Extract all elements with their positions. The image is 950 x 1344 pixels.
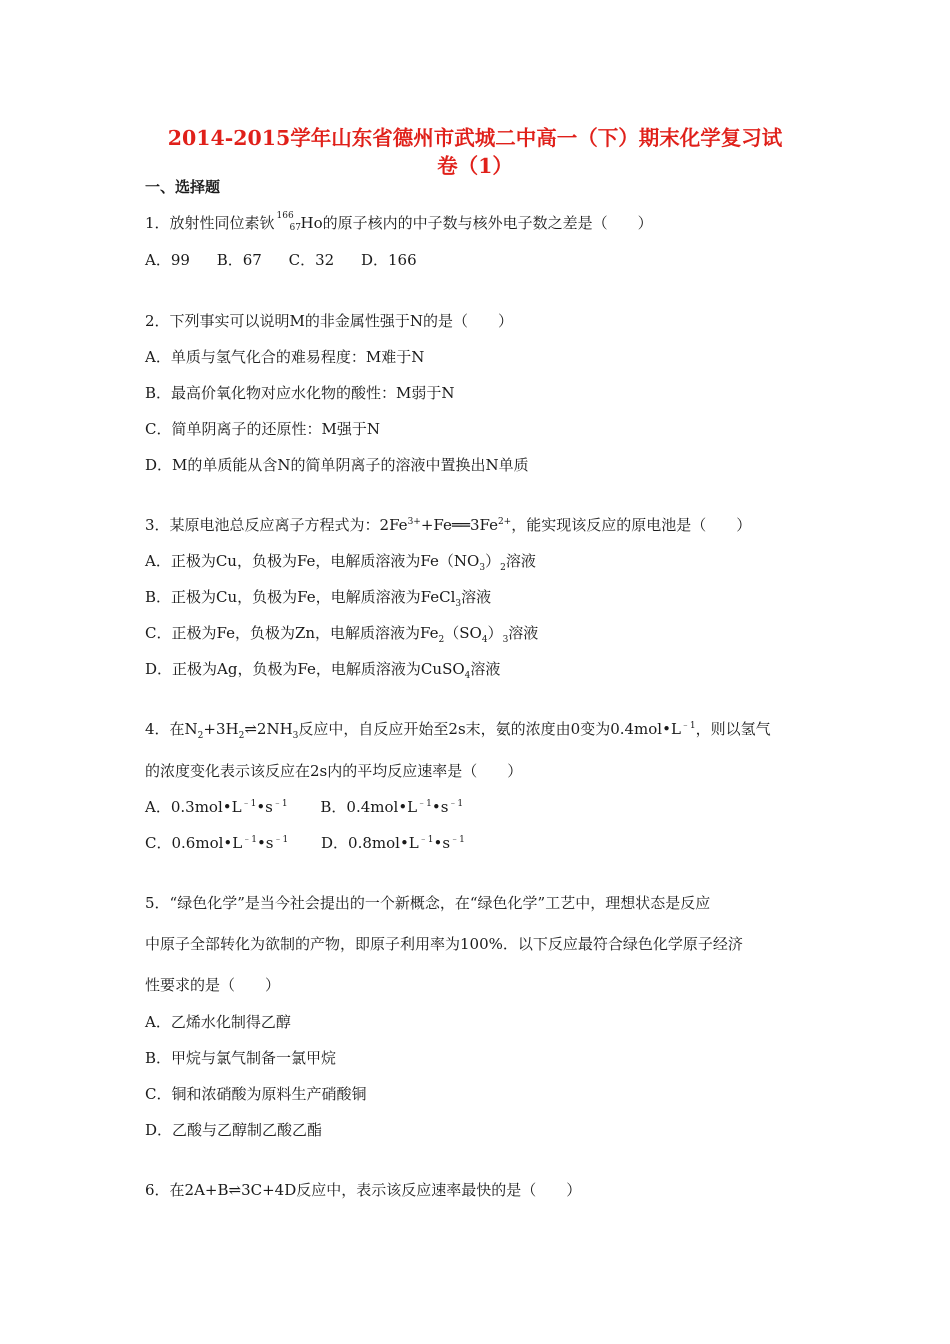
exam-title [100, 124, 850, 180]
option-c[interactable]: C．简单阴离子的还原性：M强于N [145, 420, 380, 438]
option-a[interactable]: A．乙烯水化制得乙醇 [145, 1013, 291, 1031]
question-2-stem: 2．下列事实可以说明M的非金属性强于N的是（ ） [145, 312, 514, 330]
isotope-notation: 166 67 [276, 211, 301, 233]
option-d[interactable]: D．$0.8mol•L^{﹣1}•s^{﹣1}$ [321, 834, 465, 852]
option-c[interactable]: C．32 [288, 251, 335, 269]
option-b[interactable]: B．67 [216, 251, 262, 269]
option-a[interactable]: A．正极为Cu，负极为Fe，电解质溶液为$Fe(NO_3)_2$溶液 [145, 552, 536, 573]
option-b[interactable]: B．最高价氧化物对应水化物的酸性：M弱于N [145, 384, 455, 402]
question-4-stem: 4．在$N_2+3H_2\rightleftharpoons 2NH_3$反应中，自反应开始至2s末，氨的浓度由0变为$0.4mol•L^{﹣1}$，则以氢气 [145, 720, 771, 741]
option-d[interactable]: D．正极为Ag，负极为Fe，电解质溶液为CuSO$_4$溶液 [145, 660, 501, 681]
option-c[interactable]: C．$0.6mol•L^{﹣1}•s^{﹣1}$ [145, 834, 289, 852]
option-a[interactable]: A．单质与氢气化合的难易程度：M难于N [145, 348, 425, 366]
option-b[interactable]: B．甲烷与氯气制备一氯甲烷 [145, 1049, 337, 1067]
option-b[interactable]: B．正极为Cu，负极为Fe，电解质溶液为FeCl$_3$溶液 [145, 588, 492, 609]
question-6-stem: 6．在2A+B⇌3C+4D反应中，表示该反应速率最快的是（ ） [145, 1181, 582, 1199]
option-d[interactable]: D．M的单质能从含N的简单阴离子的溶液中置换出N单质 [145, 456, 529, 474]
question-4-stem-line2: 的浓度变化表示该反应在2s内的平均反应速率是（ ） [145, 762, 523, 780]
option-a[interactable]: A．99 [145, 251, 190, 269]
option-c[interactable]: C．铜和浓硝酸为原料生产硝酸铜 [145, 1085, 367, 1103]
exam-title-line2: 卷（1） [437, 154, 513, 178]
question-5-stem-line1: 5．“绿色化学”是当今社会提出的一个新概念，在“绿色化学”工艺中，理想状态是反应 [145, 894, 711, 912]
option-d[interactable]: D．166 [360, 251, 417, 269]
option-c[interactable]: C．正极为Fe，负极为Zn，电解质溶液为$Fe_2(SO_4)_3$溶液 [145, 624, 539, 645]
question-1-options [145, 249, 439, 270]
option-d[interactable]: D．乙酸与乙醇制乙酸乙酯 [145, 1121, 323, 1139]
question-5-stem-line2: 中原子全部转化为欲制的产物，即原子利用率为100%．以下反应最符合绿色化学原子经济 [145, 935, 743, 953]
question-5-stem-line3: 性要求的是（ ） [145, 976, 281, 994]
question-4-options-row1 [145, 796, 485, 817]
question-4-options-row2 [145, 832, 487, 853]
option-b[interactable]: B．$0.4mol•L^{﹣1}•s^{﹣1}$ [320, 798, 464, 816]
question-1-stem: 1．放射性同位素钬 166 67 Ho的原子核内的中子数与核外电子数之差是（ ） [145, 211, 653, 233]
section-heading: 一、选择题 [145, 178, 221, 196]
option-a[interactable]: A．$0.3mol•L^{﹣1}•s^{﹣1}$ [145, 798, 288, 816]
question-3-stem: 3．某原电池总反应离子方程式为：$2Fe^{3+}+Fe══3Fe^{2+}$，能实现该反应的原电池是（ ） [145, 516, 752, 534]
exam-title-line1: 2014-2015学年山东省德州市武城二中高一（下）期末化学复习试 [167, 126, 783, 150]
